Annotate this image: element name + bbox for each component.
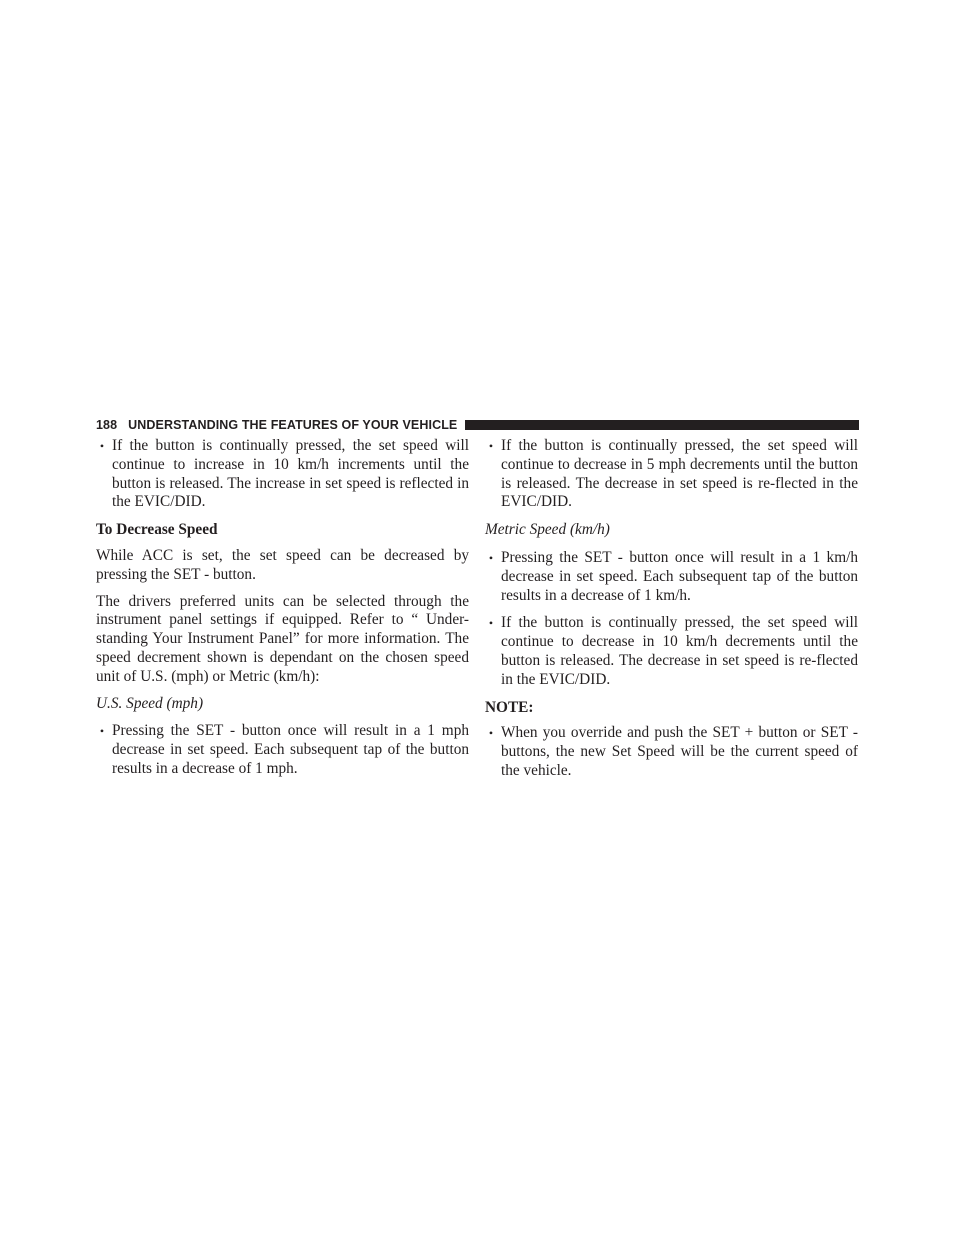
heading-metric-speed: Metric Speed (km/h) bbox=[485, 521, 610, 539]
bullet-icon: • bbox=[488, 439, 494, 453]
bullet-icon: • bbox=[488, 550, 494, 565]
bullet-text: If the button is continually pressed, the set speed will continue to increase in 10 km/h increments until the button is released. The increase in set speed is reflected in the EVIC/DID. bbox=[112, 437, 469, 511]
bullet-icon: • bbox=[488, 616, 494, 631]
paragraph: While ACC is set, the set speed can be decreased by pressing the SET - button. bbox=[96, 546, 469, 583]
page-number: 188 bbox=[96, 418, 118, 432]
heading-us-speed: U.S. Speed (mph) bbox=[96, 694, 204, 712]
bullet-icon: • bbox=[488, 726, 494, 741]
bullet-text: When you override and push the SET + button or SET - buttons, the new Set Speed will be the current speed of the vehicle. bbox=[501, 724, 858, 779]
bullet-text: If the button is continually pressed, the set speed will continue to decrease in 10 km/h decrements until the button is released. The decrease in set speed is re-flected in the EVIC/DID. bbox=[501, 614, 858, 688]
bullet-item bbox=[485, 614, 858, 689]
bullet-item bbox=[485, 549, 858, 605]
heading-decrease-speed: To Decrease Speed bbox=[96, 521, 218, 539]
bullet-item bbox=[96, 437, 469, 512]
paragraph: The drivers preferred units can be selected through the instrument panel settings if equipped. Refer to “ Under-standing Your Instrument Panel” for more information. The speed decrement shown is dependant on the chosen speed unit of U.S. (mph) or Metric (km/h): bbox=[96, 592, 469, 685]
page-header bbox=[96, 416, 859, 434]
bullet-text: If the button is continually pressed, the set speed will continue to decrease in 5 mph decrements until the button is released. The decrease in set speed is re-flected in the EVIC/DID. bbox=[501, 437, 858, 511]
header-rule bbox=[465, 420, 859, 430]
right-column bbox=[485, 437, 858, 790]
bullet-text: Pressing the SET - button once will result in a 1 km/h decrease in set speed. Each subsequent tap of the button results in a decrease of 1 km/h. bbox=[501, 548, 858, 604]
bullet-icon: • bbox=[99, 724, 105, 739]
bullet-text: Pressing the SET - button once will result in a 1 mph decrease in set speed. Each subsequent tap of the button results in a decrease of 1 mph. bbox=[112, 722, 469, 777]
bullet-icon: • bbox=[99, 439, 105, 453]
bullet-item bbox=[485, 437, 858, 512]
section-title: UNDERSTANDING THE FEATURES OF YOUR VEHICLE bbox=[128, 418, 458, 432]
heading-note: NOTE: bbox=[485, 698, 534, 716]
bullet-item bbox=[485, 724, 858, 780]
left-column bbox=[96, 437, 469, 788]
bullet-item bbox=[96, 722, 469, 778]
